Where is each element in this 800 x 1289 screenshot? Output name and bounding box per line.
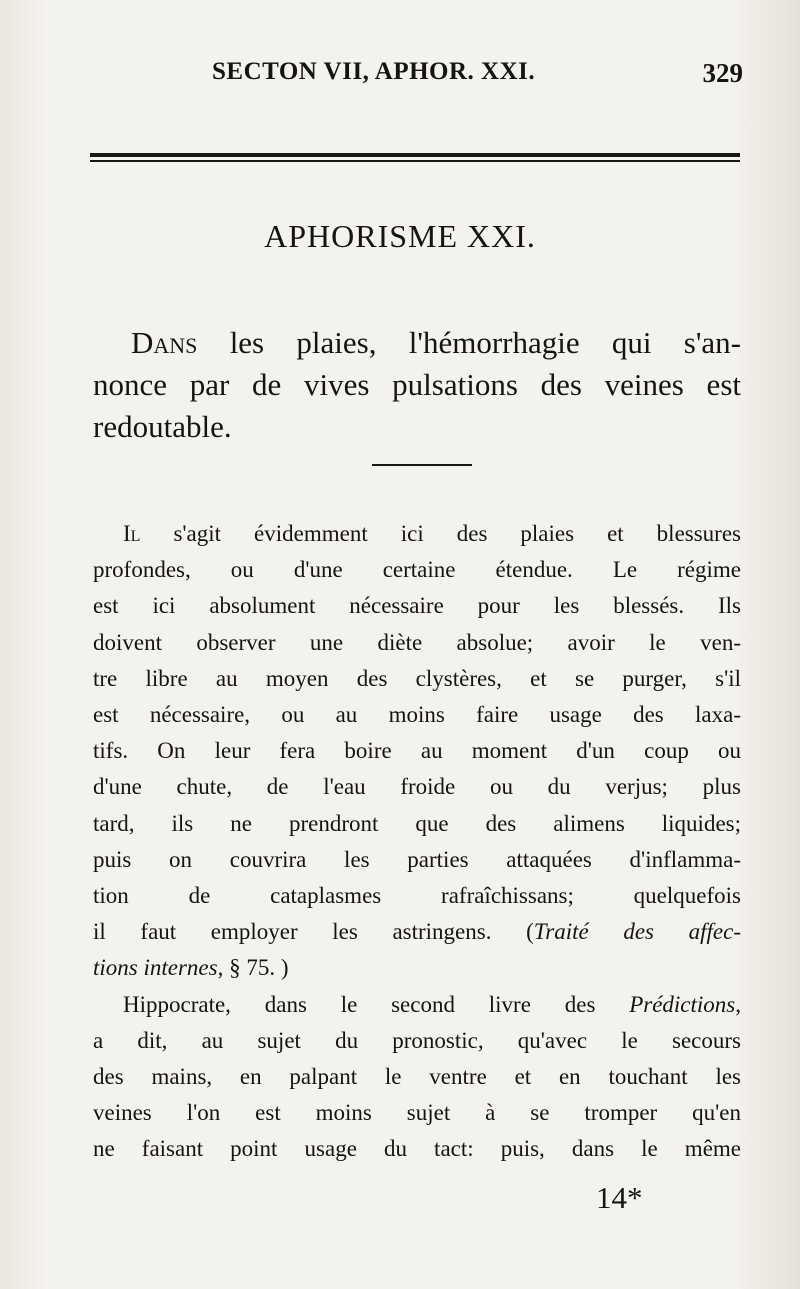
aphorism-line-3: redoutable. (93, 409, 232, 444)
commentary-line: puis on couvrira les parties attaquées d'inflamma- (93, 846, 741, 872)
commentary-line: tre libre au moyen des clystères, et se purger, s'il (93, 665, 741, 691)
aphorism-title: APHORISME XXI. (264, 218, 536, 254)
commentary-line: des mains, en palpant le ventre et en touchant les (93, 1064, 741, 1090)
page-number: 329 (702, 58, 743, 88)
commentary-line: a dit, au sujet du pronostic, qu'avec le secours (93, 1027, 741, 1053)
commentary-line: est ici absolument nécessaire pour les blessés. Ils (93, 593, 741, 619)
section-divider-rule (372, 464, 472, 466)
header-double-rule (90, 153, 740, 162)
citation-title: Traité des affec- (533, 919, 741, 945)
aphorism-line-2: nonce par de vives pulsations des veines est (93, 367, 741, 402)
aphorism-line-1: Dans les plaies, l'hémorrhagie qui s'an- (131, 325, 741, 360)
book-title: Prédictions (629, 991, 736, 1017)
commentary-line: tifs. On leur fera boire au moment d'un coup ou (93, 738, 741, 764)
commentary-line: est nécessaire, ou au moins faire usage des laxa- (93, 702, 741, 728)
commentary-line: veines l'on est moins sujet à se tromper qu'en (93, 1100, 741, 1126)
commentary-line: tard, ils ne prendront que des alimens liquides; (93, 810, 741, 836)
commentary-lead-word: Il (123, 521, 141, 546)
commentary-line: tions internes, § 75. ) (93, 955, 289, 981)
commentary-line: il faut employer les astringens. (Traité des affec- (93, 919, 741, 945)
signature-mark: 14* (596, 1180, 643, 1215)
commentary-line: ne faisant point usage du tact: puis, dans le même (93, 1136, 741, 1162)
commentary-line: Il s'agit évidemment ici des plaies et blessures (123, 521, 741, 546)
commentary-line: tion de cataplasmes rafraîchissans; quelquefois (93, 883, 741, 909)
commentary-text (93, 516, 741, 1168)
commentary-line: profondes, ou d'une certaine étendue. Le régime (93, 557, 741, 583)
running-head: SECTON VII, APHOR. XXI. (212, 58, 536, 85)
citation-title-cont: tions internes (93, 955, 218, 981)
commentary-line: doivent observer une diète absolue; avoir le ven- (93, 629, 741, 655)
aphorism-lead-word: Dans (131, 325, 198, 360)
commentary-line: d'une chute, de l'eau froide ou du verjus; plus (93, 774, 741, 800)
page-header (90, 58, 745, 98)
aphorism-text (93, 322, 741, 448)
commentary-line: Hippocrate, dans le second livre des Prédictions, (123, 991, 741, 1017)
